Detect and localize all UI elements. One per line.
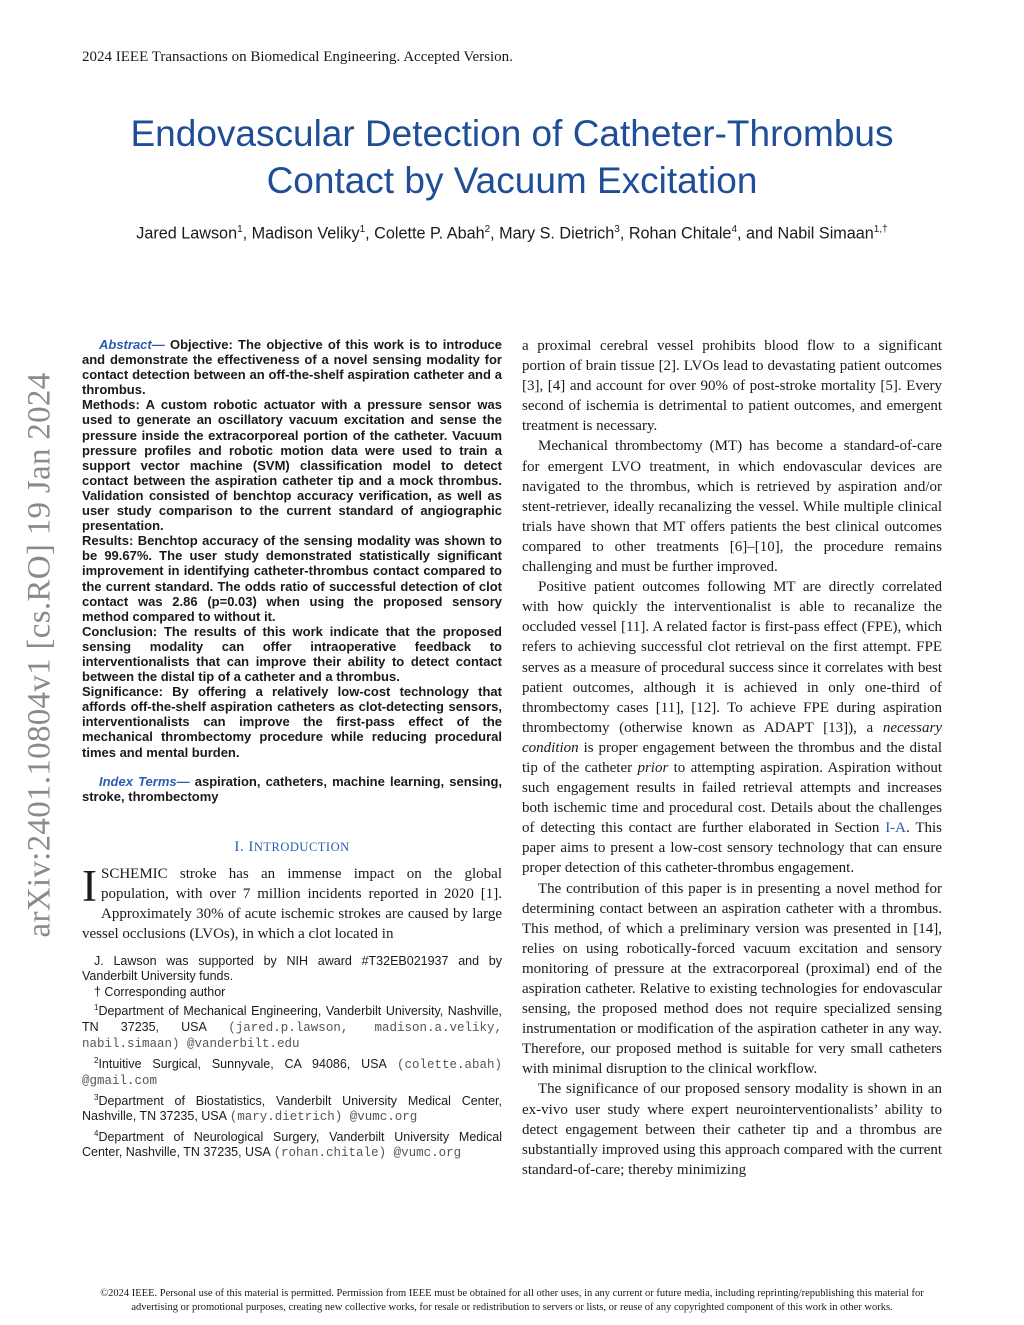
- abstract-significance: Significance: By offering a relatively low-cost technology that affords off-the-shelf aspiration catheters as clot-detecting sensors, interventionalists can improve the first-pass effect of the mechanical thrombectomy procedure while reducing procedural times and mental burden.: [82, 684, 502, 760]
- section-link[interactable]: I-A: [885, 820, 907, 837]
- abstract: [82, 337, 502, 760]
- affiliation-text: Department of Neurological Surgery, Vanderbilt University Medical Center, Nashville, TN 37235, USA: [82, 1129, 502, 1160]
- abstract-results: Results: Benchtop accuracy of the sensing modality was shown to be 99.67%. The user study demonstrated statistically significant improvement in identifying catheter-thrombus contact compared to the current standard. The odds ratio of successful detection of clot contact was 2.86 (p=0.03) when using the proposed sensory method compared to without it.: [82, 533, 502, 624]
- affiliation-email: (jared.p.lawson, madison.a.veliky, nabil.simaan) @vanderbilt.edu: [82, 1020, 502, 1052]
- affiliation-mark: 2: [94, 1055, 99, 1065]
- author-name: Nabil Simaan: [777, 224, 874, 243]
- author-name: Colette P. Abah: [374, 224, 485, 243]
- affiliation-mark: 1: [237, 224, 243, 235]
- affiliation-mark: 4: [731, 224, 737, 235]
- paper-title: [60, 110, 964, 204]
- arxiv-identifier-stamp: [20, 360, 60, 950]
- affiliation-email: (mary.dietrich) @vumc.org: [229, 1110, 418, 1125]
- emphasis-text: prior: [637, 759, 669, 776]
- drop-cap: I: [82, 860, 97, 911]
- author-list: Jared Lawson$^1$, Madison Veliky$^1$, Colette P. Abah$^2$, Mary S. Dietrich$^3$, Rohan Chitale$^4$, and Nabil Simaan$^{1,\dagger}$: [136, 224, 888, 243]
- author-name: Mary S. Dietrich: [499, 224, 615, 243]
- affiliation-text: Department of Biostatistics, Vanderbilt University Medical Center, Nashville, TN 37235, USA: [82, 1093, 502, 1124]
- affiliation-mark: 2: [484, 224, 491, 235]
- author-name: Jared Lawson: [136, 224, 238, 243]
- right-column: [522, 336, 942, 1180]
- intro-first-word: SCHEMIC: [101, 865, 168, 882]
- footnote-affiliation-1: [82, 1000, 502, 1052]
- footnote-affiliation-3: [82, 1090, 502, 1126]
- affiliation-mark: 1: [359, 224, 366, 235]
- intro-paragraph-2: Mechanical thrombectomy (MT) has become a standard-of-care for emergent LVO treatment, in which endovascular devices are navigated to the thrombus, which is retrieved by aspiration and/or stent-retriever, ideally recanalizing the vessel. While multiple clinical trials have shown that MT offers patients the best clinical outcomes compared to other treatments [6]–[10], the procedure remains challenging and must be further improved.: [522, 438, 942, 576]
- abstract-conclusion: Conclusion: The results of this work indicate that the proposed sensing modality can offer intraoperative feedback to interventionalists that can improve their ability to detect contact between the distal tip of a catheter and a thrombus.: [82, 623, 502, 685]
- journal-header-note: 2024 IEEE Transactions on Biomedical Engineering. Accepted Version.: [82, 49, 513, 65]
- index-terms-label: Index Terms—: [99, 773, 190, 789]
- intro-paragraph-1-continued: a proximal cerebral vessel prohibits blood flow to a significant portion of brain tissue [2]. LVOs lead to devastating patient outcomes [3], [4] and account for over 90% of post-stroke mortality [5]. Every second of ischemia is detrimental to patient outcomes, and emergent treatment is necessary.: [522, 338, 942, 435]
- author-name: Rohan Chitale: [628, 224, 732, 243]
- affiliation-mark: 1: [94, 1003, 99, 1013]
- index-terms: [82, 774, 502, 805]
- affiliation-text: Department of Mechanical Engineering, Vanderbilt University, Nashville, TN 37235, USA: [82, 1004, 502, 1034]
- abstract-methods: Methods: A custom robotic actuator with a pressure sensor was used to generate an oscillatory vacuum excitation and sense the pressure inside the extracorporeal portion of the catheter. Vacuum pressure profiles and robotic motion data were used to train a support vector machine (SVM) classification model to detect contact between the aspiration catheter tip and a mock thrombus. Validation consisted of benchtop accuracy verification, as well as user study comparison to the current standard of angiographic presentation.: [82, 397, 502, 534]
- affiliation-mark: 3: [614, 224, 620, 235]
- section-heading-rest: NTRODUCTION: [253, 839, 350, 854]
- affiliation-mark: 3: [94, 1092, 99, 1102]
- paragraph-text: . This paper aims to present a low-cost sensory technology that can ensure proper detection of this catheter-thrombus engagement.: [522, 820, 942, 877]
- paragraph-text: Positive patient outcomes following MT are directly correlated with how quickly the interventionalist is able to recanalize the occluded vessel [11]. A related factor is first-pass effect (FPE), which refers to achieving successful clot retrieval on the first attempt. FPE serves as a measure of procedural success since it correlates with best patient outcomes, although it is achieved in only one-third of thrombectomy cases [11], [12]. To achieve FPE during aspiration thrombectomy (otherwise known as ADAPT [13]), a: [522, 579, 942, 736]
- section-heading-introduction: [82, 839, 502, 856]
- title-line-1: Endovascular Detection of Catheter-Thrombus: [130, 113, 894, 154]
- intro-paragraph-4: The contribution of this paper is in presenting a novel method for determining contact between an aspiration catheter with a thrombus. This method, of which a preliminary version was presented in [14], relies on using robotically-forced vacuum excitation and sensory monitoring of pressure at the extracorporeal (proximal) end of the aspiration catheter. Relative to existing technologies for endovascular sensing, the proposed method does not require specialized sensing instrumentation or modification of the aspiration catheter in any way. Therefore, our proposed method is suitable for very small catheters with minimal disruption to the clinical workflow.: [522, 880, 942, 1078]
- paragraph-text: is proper engagement between the thrombus and the distal tip of the catheter: [522, 739, 942, 776]
- section-numeral: I.: [234, 838, 249, 855]
- title-line-2: Contact by Vacuum Excitation: [266, 160, 758, 201]
- affiliation-email: (rohan.chitale) @vumc.org: [273, 1146, 462, 1161]
- emphasis-text: necessary condition: [522, 719, 942, 756]
- left-column: [82, 337, 502, 1162]
- affiliation-email: (colette.abah) @gmail.com: [82, 1057, 502, 1089]
- footnote-corresponding: † Corresponding author: [94, 984, 226, 999]
- footnote-affiliation-2: [82, 1053, 502, 1090]
- author-name: Madison Veliky: [251, 224, 360, 243]
- footnotes: [82, 954, 502, 1162]
- affiliation-mark: 1,†: [873, 224, 888, 235]
- copyright-notice: ©2024 IEEE. Personal use of this material is permitted. Permission from IEEE must be obtained for all other uses, in any current or future media, including reprinting/republishing this material for advertising or promotional purposes, creating new collective works, for resale or redistribution to servers or lists, or reuse of any copyrighted component of this work in other works.: [100, 1288, 924, 1313]
- arxiv-identifier-text: arXiv:2401.10804v1 [cs.RO] 19 Jan 2024: [21, 372, 58, 938]
- abstract-objective: Objective: The objective of this work is to introduce and demonstrate the effectiveness of a novel sensing modality for contact detection between an off-the-shelf aspiration catheter and a thrombus.: [82, 337, 502, 398]
- paragraph-text: to attempting aspiration. Aspiration without such engagement results in failed retrieval attempts and increases both ischemic time and procedural cost. Details about the challenges of detecting this contact are further elaborated in Section: [522, 759, 942, 837]
- section-heading-first-letter: I: [248, 838, 254, 855]
- affiliation-text: Intuitive Surgical, Sunnyvale, CA 94086, USA: [98, 1056, 397, 1071]
- affiliation-mark: 4: [94, 1128, 99, 1138]
- index-terms-text: aspiration, catheters, machine learning, sensing, stroke, thrombectomy: [82, 773, 502, 805]
- intro-paragraph-3: [522, 577, 942, 878]
- intro-paragraph-5: The significance of our proposed sensory modality is shown in an ex-vivo user study where expert neurointerventionalists’ ability to detect engagement between their catheter tip and a thrombus are substantially improved using this approach compared with the current standard-of-care; thereby minimizing: [522, 1081, 942, 1178]
- abstract-label: Abstract—: [99, 337, 165, 352]
- intro-paragraph-1: [82, 860, 502, 944]
- footnote-affiliation-4: [82, 1126, 502, 1162]
- intro-paragraph-1-text: stroke has an immense impact on the global population, with over 7 million incidents reported in 2020 [1]. Approximately 30% of acute ischemic strokes are caused by large vessel occlusions (LVOs), in which a clot located in: [82, 865, 502, 942]
- footnote-funding: J. Lawson was supported by NIH award #T32EB021937 and by Vanderbilt University funds.: [82, 954, 502, 984]
